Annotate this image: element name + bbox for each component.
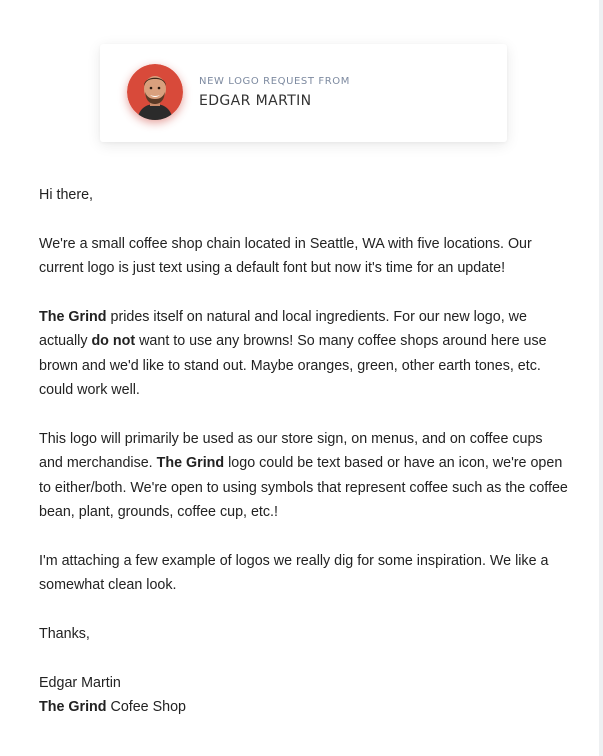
- closing: Thanks,: [39, 626, 90, 643]
- paragraph-inspiration: I'm attaching a few example of logos we really dig for some inspiration. We like a somewhat clean look.: [39, 553, 549, 594]
- paragraph-intro: We're a small coffee shop chain located in Seattle, WA with five locations. Our current logo is just text using a default font but now it's time for an update!: [39, 235, 532, 277]
- right-edge-border: [599, 0, 603, 756]
- emphasis-do-not: do not: [91, 333, 136, 350]
- signature-suffix: Cofee Shop: [106, 699, 187, 716]
- paragraph-usage: This logo will primarily be used as our store sign, on menus, and on coffee cups and merchandise. The Grind logo could be text based or have an icon, we're open to either/both. We're open to using symbols that represent coffee such as the coffee bean, plant, grounds, coffee cup, etc.!: [39, 431, 568, 521]
- signature: [39, 671, 569, 720]
- avatar: [127, 64, 183, 120]
- request-header-card: [100, 44, 507, 142]
- paragraph-colors: The Grind prides itself on natural and local ingredients. For our new logo, we actually do not want to use any browns! So many coffee shops around here use brown and we'd like to stand out. Maybe oranges, green, other earth tones, etc. could work well.: [39, 309, 547, 399]
- greeting: Hi there,: [39, 187, 94, 203]
- signature-brand: The Grind: [39, 699, 107, 716]
- header-kicker: NEW LOGO REQUEST FROM: [199, 76, 350, 87]
- profile-photo-icon: [127, 64, 183, 120]
- letter-body: [39, 183, 569, 720]
- sender-name: EDGAR MARTIN: [199, 93, 312, 109]
- signature-name: Edgar Martin: [39, 675, 121, 692]
- brand-name: The Grind: [156, 455, 225, 472]
- brand-name: The Grind: [39, 309, 107, 325]
